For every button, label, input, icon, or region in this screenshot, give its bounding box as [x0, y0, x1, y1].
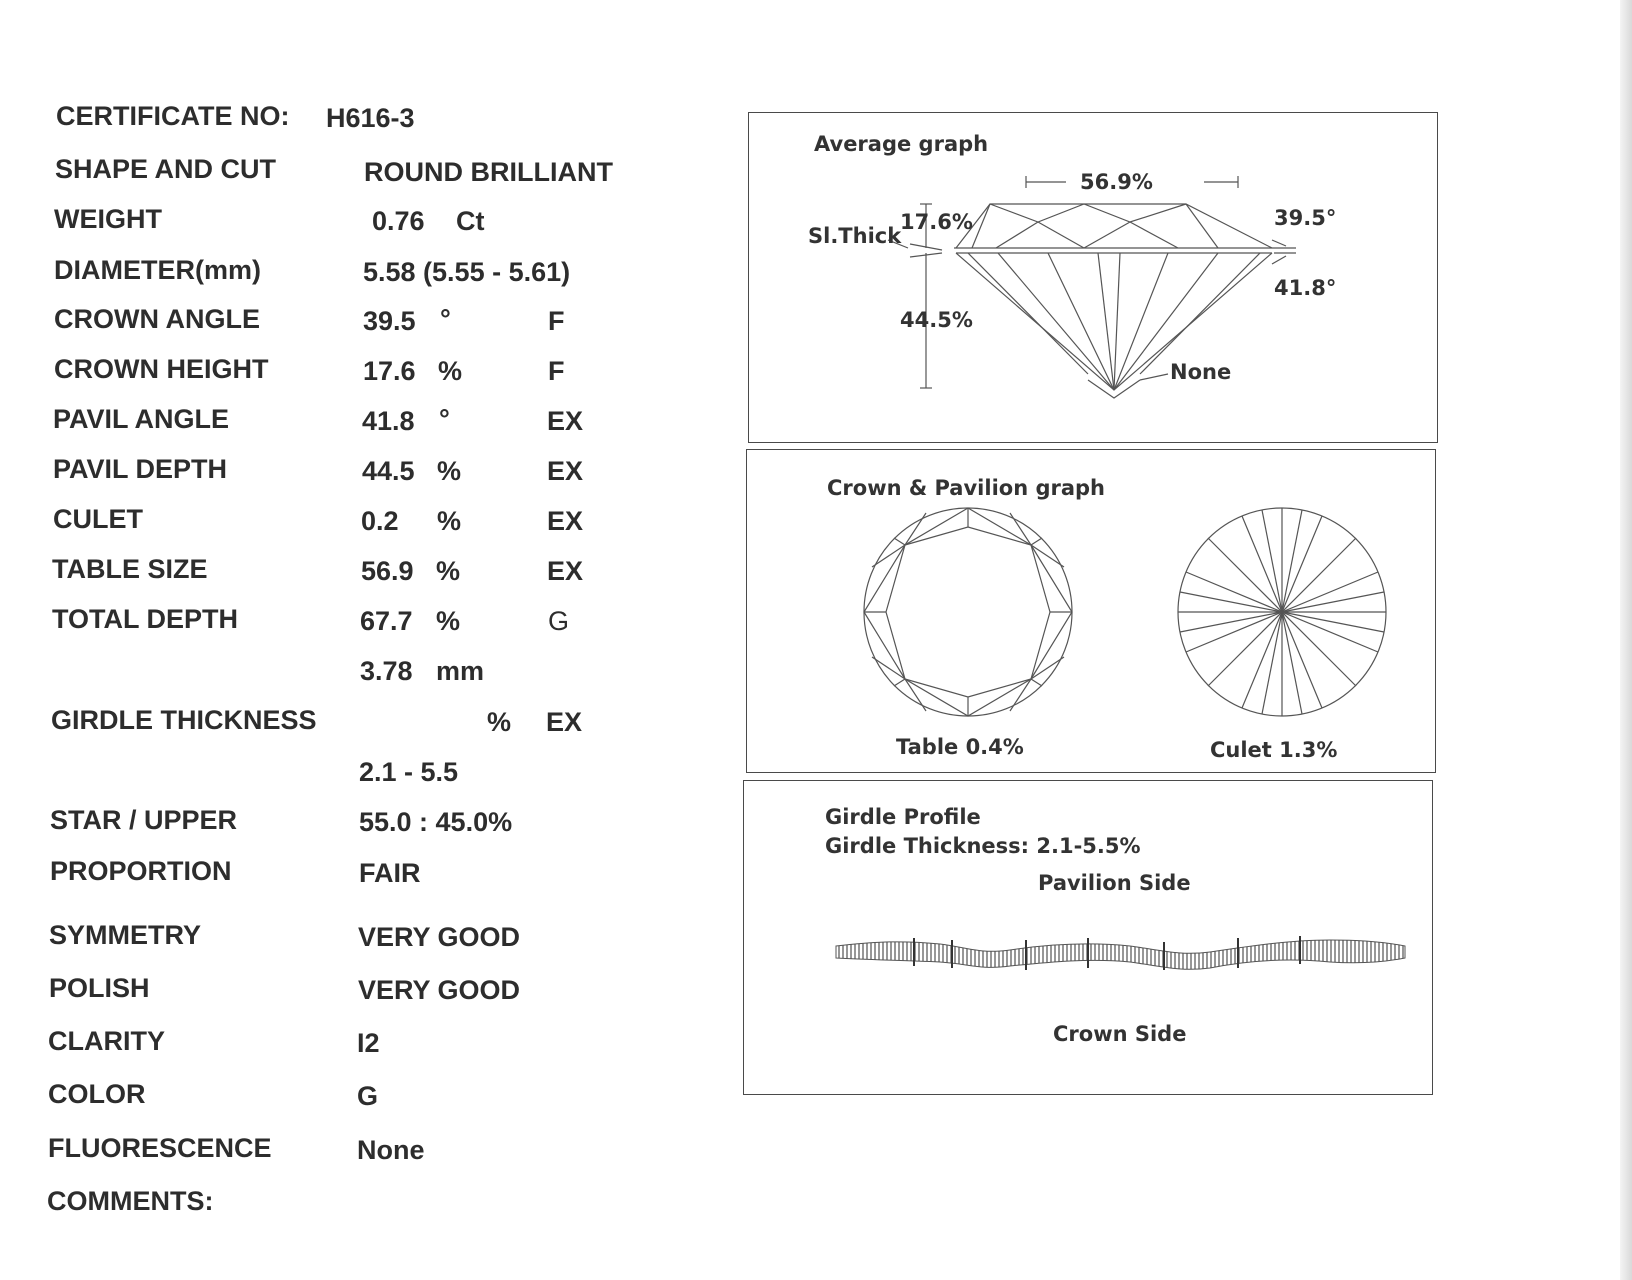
clarity-value: I2 [357, 1028, 380, 1058]
table-size-label: TABLE SIZE [52, 554, 208, 584]
table-size-unit: % [436, 556, 461, 586]
symmetry-label: SYMMETRY [49, 920, 202, 950]
table-size-value: 56.9 [361, 556, 414, 586]
pavil-angle-label: PAVIL ANGLE [53, 404, 230, 434]
total-depth-mm-unit: mm [436, 656, 485, 686]
girdle-thick-label: Sl.Thick [808, 224, 902, 248]
girdle-range: 2.1 - 5.5 [359, 757, 459, 787]
shape-label: SHAPE AND CUT [55, 154, 277, 184]
pavilion-angle-graph-label: 41.8° [1274, 276, 1337, 300]
crown-angle-unit: ° [440, 304, 451, 334]
crown-height-label: CROWN HEIGHT [54, 354, 269, 384]
crown-angle-value: 39.5 [363, 306, 416, 336]
star-upper-label: STAR / UPPER [50, 805, 238, 835]
weight-unit: Ct [456, 206, 485, 236]
culet-label: CULET [53, 504, 143, 534]
crown-height-value: 17.6 [363, 356, 416, 386]
color-value: G [357, 1081, 379, 1111]
pavil-angle-unit: ° [439, 404, 450, 434]
diameter-label: DIAMETER(mm) [54, 255, 261, 285]
clarity-label: CLARITY [48, 1026, 165, 1056]
pavilion-facet-diagram [746, 449, 1436, 772]
pavil-angle-grade: EX [547, 406, 584, 436]
table-pct-label: 56.9% [1080, 170, 1153, 194]
certificate-number: H616-3 [326, 103, 415, 133]
girdle-label: GIRDLE THICKNESS [51, 705, 317, 735]
polish-label: POLISH [49, 973, 150, 1003]
pavil-depth-label: PAVIL DEPTH [53, 454, 228, 484]
girdle-thickness-text: Girdle Thickness: 2.1-5.5% [825, 834, 1141, 858]
crown-height-pct-label: 17.6% [900, 210, 973, 234]
weight-value: 0.76 [372, 206, 425, 236]
crown-angle-graph-label: 39.5° [1274, 206, 1337, 230]
culet-graph-label: None [1170, 360, 1232, 384]
crown-angle-grade: F [548, 306, 565, 336]
certificate-label: CERTIFICATE NO: [56, 101, 290, 131]
color-label: COLOR [48, 1079, 146, 1109]
girdle-profile-title: Girdle Profile [825, 805, 981, 829]
girdle-unit: % [487, 707, 512, 737]
polish-value: VERY GOOD [358, 975, 521, 1005]
star-upper-value: 55.0 : 45.0% [359, 807, 513, 837]
total-depth-unit: % [436, 606, 461, 636]
shape-value: ROUND BRILLIANT [364, 157, 613, 187]
pavilion-depth-graph-label: 44.5% [900, 308, 973, 332]
fluorescence-value: None [357, 1135, 425, 1165]
diameter-value: 5.58 (5.55 - 5.61) [363, 257, 571, 287]
pavil-angle-value: 41.8 [362, 406, 415, 436]
proportion-label: PROPORTION [50, 856, 232, 886]
proportion-value: FAIR [359, 858, 421, 888]
total-depth-mm-value: 3.78 [360, 656, 413, 686]
culet-unit: % [437, 506, 462, 536]
culet-value: 0.2 [361, 506, 399, 536]
crown-height-unit: % [438, 356, 463, 386]
total-depth-value: 67.7 [360, 606, 413, 636]
pavil-depth-value: 44.5 [362, 456, 415, 486]
total-depth-grade: G [548, 606, 570, 636]
culet-caption: Culet 1.3% [1210, 738, 1338, 762]
girdle-grade: EX [546, 707, 583, 737]
crown-angle-label: CROWN ANGLE [54, 304, 260, 334]
fluorescence-label: FLUORESCENCE [48, 1133, 272, 1163]
weight-label: WEIGHT [54, 204, 162, 234]
total-depth-label: TOTAL DEPTH [52, 604, 239, 634]
page-edge [1620, 0, 1632, 1280]
culet-grade: EX [547, 506, 584, 536]
crown-side-label: Crown Side [1053, 1022, 1187, 1046]
crown-pavilion-title: Crown & Pavilion graph [827, 476, 1105, 500]
average-graph-title: Average graph [814, 132, 989, 156]
table-size-grade: EX [547, 556, 584, 586]
pavil-depth-unit: % [437, 456, 462, 486]
pavilion-side-label: Pavilion Side [1038, 871, 1191, 895]
table-caption: Table 0.4% [896, 735, 1024, 759]
crown-height-grade: F [548, 356, 565, 386]
symmetry-value: VERY GOOD [358, 922, 521, 952]
girdle-profile-trace [830, 928, 1410, 978]
comments-label: COMMENTS: [47, 1186, 214, 1216]
pavil-depth-grade: EX [547, 456, 584, 486]
